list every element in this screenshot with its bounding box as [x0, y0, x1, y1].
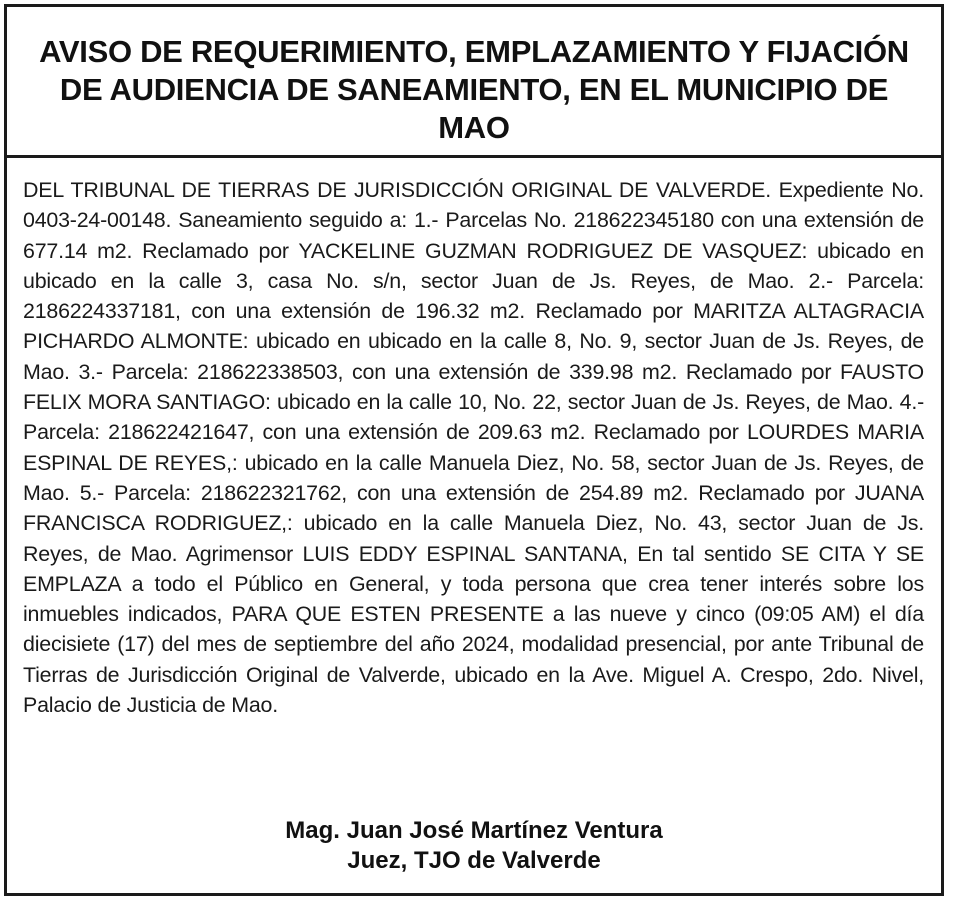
legal-notice — [4, 4, 944, 896]
signature-block — [7, 816, 941, 876]
signatory-name: Mag. Juan José Martínez Ventura — [285, 817, 663, 844]
notice-body: DEL TRIBUNAL DE TIERRAS DE JURISDICCIÓN ORIGINAL DE VALVERDE. Expediente No. 0403-24-00148. Saneamiento seguido a: 1.- Parcelas No. 218622345180 con una extensión de 677.14 m2. Reclamado por YACKELINE GUZMAN RODRIGUEZ DE VASQUEZ: ubicado en ubicado en la calle 3, casa No. s/n, sector Juan de Js. Reyes, de Mao. 2.- Parcela: 2186224337181, con una extensión de 196.32 m2. Reclamado por MARITZA ALTAGRACIA PICHARDO ALMONTE: ubicado en ubicado en la calle 8, No. 9, sector Juan de Js. Reyes, de Mao. 3.- Parcela: 218622338503, con una extensión de 339.98 m2. Reclamado por FAUSTO FELIX MORA SANTIAGO: ubicado en la calle 10, No. 22, sector Juan de Js. Reyes, de Mao. 4.- Parcela: 218622421647, con una extensión de 209.63 m2. Reclamado por LOURDES MARIA ESPINAL DE REYES,: ubicado en la calle Manuela Diez, No. 58, sector Juan de Js. Reyes, de Mao. 5.- Parcela: 218622321762, con una extensión de 254.89 m2. Reclamado por JUANA FRANCISCA RODRIGUEZ,: ubicado en la calle Manuela Diez, No. 43, sector Juan de Js. Reyes, de Mao. Agrimensor LUIS EDDY ESPINAL SANTANA, En tal sentido SE CITA Y SE EMPLAZA a todo el Público en General, y toda persona que crea tener interés sobre los inmuebles indicados, PARA QUE ESTEN PRESENTE a las nueve y cinco (09:05 AM) el día diecisiete (17) del mes de septiembre del año 2024, modalidad presencial, por ante Tribunal de Tierras de Jurisdicción Original de Valverde, ubicado en la Ave. Miguel A. Crespo, 2do. Nivel, Palacio de Justicia de Mao. — [23, 178, 924, 718]
title-divider — [7, 155, 941, 158]
notice-title: AVISO DE REQUERIMIENTO, EMPLAZAMIENTO Y FIJACIÓN DE AUDIENCIA DE SANEAMIENTO, EN EL MUNICIPIO DE MAO — [39, 34, 909, 145]
signatory-role: Juez, TJO de Valverde — [347, 847, 601, 874]
